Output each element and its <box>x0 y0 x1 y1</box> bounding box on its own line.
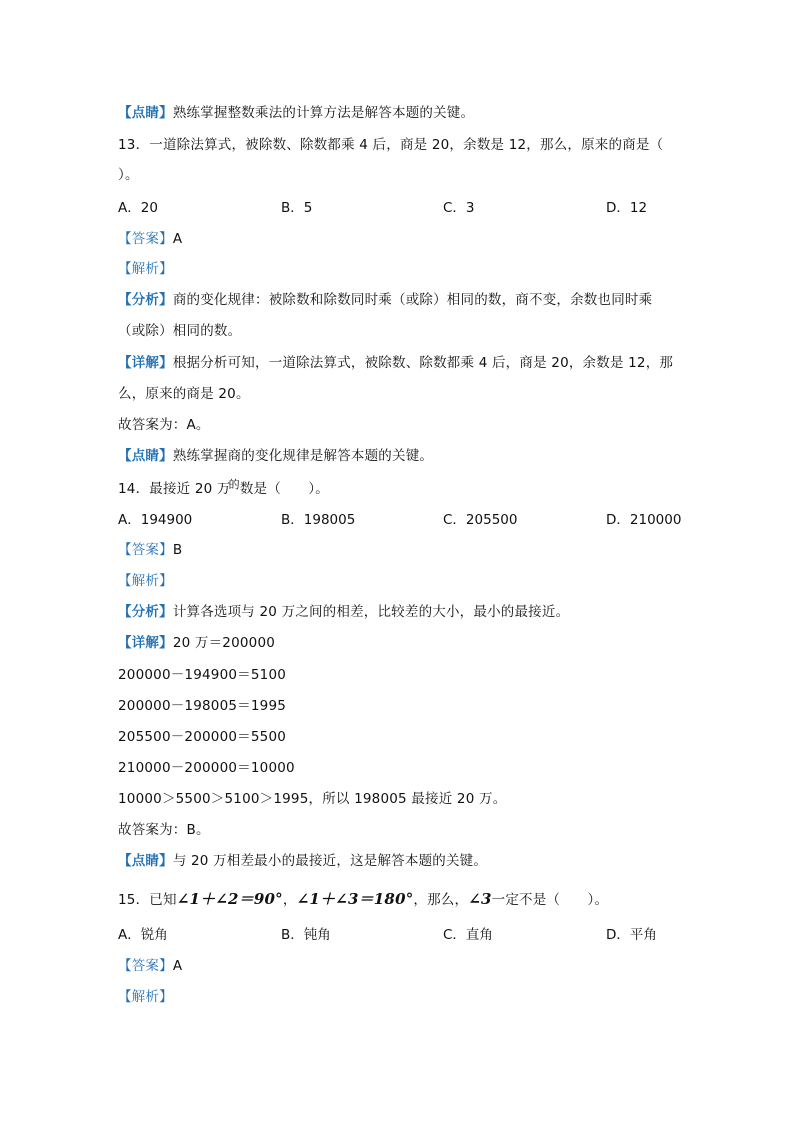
dianjing-tag: 【点睛】 <box>118 105 173 121</box>
q14-jiexi <box>118 572 173 590</box>
fenxi-text: 商的变化规律：被除数和除数同时乘（或除）相同的数，商不变，余数也同时乘 <box>172 292 653 308</box>
q14-answer <box>118 541 182 559</box>
fenxi-tag: 【分析】 <box>118 604 173 620</box>
answer-value: B <box>172 542 183 558</box>
q14-option-b: B．198005 <box>281 512 356 528</box>
q14-calc-2: 200000－198005＝1995 <box>118 698 287 714</box>
q12-dianjing <box>118 104 474 122</box>
q13-answer <box>118 230 182 248</box>
dianjing-text: 与 20 万相差最小的最接近，这是解答本题的关键。 <box>172 853 488 869</box>
q15-option-b: B．钝角 <box>281 927 331 943</box>
answer-tag: 【答案】 <box>118 542 173 558</box>
q13-option-b: B．5 <box>281 200 313 216</box>
q14-option-a: A．194900 <box>118 512 193 528</box>
answer-tag: 【答案】 <box>118 958 173 974</box>
q14-stem-a: 14．最接近 20 万 <box>118 481 231 497</box>
q15-answer <box>118 957 182 975</box>
q13-option-d: D．12 <box>606 200 648 216</box>
q13-xiangjie-line2: 么，原来的商是 20。 <box>118 386 250 402</box>
xiangjie-text: 20 万＝200000 <box>172 635 276 651</box>
q13-option-a: A．20 <box>118 200 158 216</box>
answer-tag: 【答案】 <box>118 231 173 247</box>
q14-option-c: C．205500 <box>443 512 518 528</box>
q15-option-c: C．直角 <box>443 927 493 943</box>
xiangjie-tag: 【详解】 <box>118 355 173 371</box>
jiexi-tag: 【解析】 <box>118 261 173 277</box>
fenxi-text: 计算各选项与 20 万之间的相差，比较差的大小，最小的最接近。 <box>172 604 570 620</box>
q14-stem-b: 数是（ ）。 <box>239 481 329 497</box>
q14-stem-de: 的 <box>228 478 240 491</box>
q14-compare: 10000＞5500＞5100＞1995，所以 198005 最接近 20 万。 <box>118 791 507 807</box>
q13-stem-line1: 13．一道除法算式，被除数、除数都乘 4 后，商是 20，余数是 12，那么，原来的商是（ <box>118 137 664 153</box>
q15-math-angle3: ∠3 <box>468 890 492 908</box>
q14-conclusion: 故答案为：B。 <box>118 822 210 838</box>
q13-fenxi-line2: （或除）相同的数。 <box>118 323 242 339</box>
q15-stem-a: 15．已知 <box>118 892 177 908</box>
q13-stem-line2: ）。 <box>118 167 139 183</box>
jiexi-tag: 【解析】 <box>118 573 173 589</box>
q14-xiangjie <box>118 634 275 652</box>
q13-jiexi <box>118 260 173 278</box>
q15-stem-b: 一定不是（ ）。 <box>491 892 609 908</box>
q14-fenxi <box>118 603 569 621</box>
q15-sep1: ， <box>282 892 297 908</box>
jiexi-tag: 【解析】 <box>118 989 173 1005</box>
answer-value: A <box>172 958 183 974</box>
q15-option-d: D．平角 <box>606 927 657 943</box>
q15-stem <box>118 890 608 909</box>
q13-option-c: C．3 <box>443 200 475 216</box>
q14-stem <box>118 480 329 499</box>
q15-option-a: A．锐角 <box>118 927 168 943</box>
q15-sep2: ，那么， <box>413 892 469 908</box>
q13-conclusion: 故答案为：A。 <box>118 417 210 433</box>
q14-dianjing <box>118 852 487 870</box>
q13-xiangjie-line1 <box>118 354 673 372</box>
q13-dianjing <box>118 447 433 465</box>
dianjing-tag: 【点睛】 <box>118 853 173 869</box>
q15-math-angle-sum-90: ∠1＋∠2＝90° <box>176 890 283 908</box>
q14-option-d: D．210000 <box>606 512 682 528</box>
answer-value: A <box>172 231 183 247</box>
q14-calc-1: 200000－194900＝5100 <box>118 667 287 683</box>
dianjing-text: 熟练掌握整数乘法的计算方法是解答本题的关键。 <box>172 105 475 121</box>
xiangjie-text: 根据分析可知，一道除法算式，被除数、除数都乘 4 后，商是 20，余数是 12，那 <box>172 355 674 371</box>
q14-calc-4: 210000－200000＝10000 <box>118 760 295 776</box>
dianjing-tag: 【点睛】 <box>118 448 173 464</box>
fenxi-tag: 【分析】 <box>118 292 173 308</box>
q15-math-angle-sum-180: ∠1＋∠3＝180° <box>296 890 414 908</box>
q15-jiexi <box>118 988 173 1006</box>
q14-calc-3: 205500－200000＝5500 <box>118 729 287 745</box>
q13-fenxi-line1 <box>118 291 652 309</box>
dianjing-text: 熟练掌握商的变化规律是解答本题的关键。 <box>172 448 434 464</box>
xiangjie-tag: 【详解】 <box>118 635 173 651</box>
